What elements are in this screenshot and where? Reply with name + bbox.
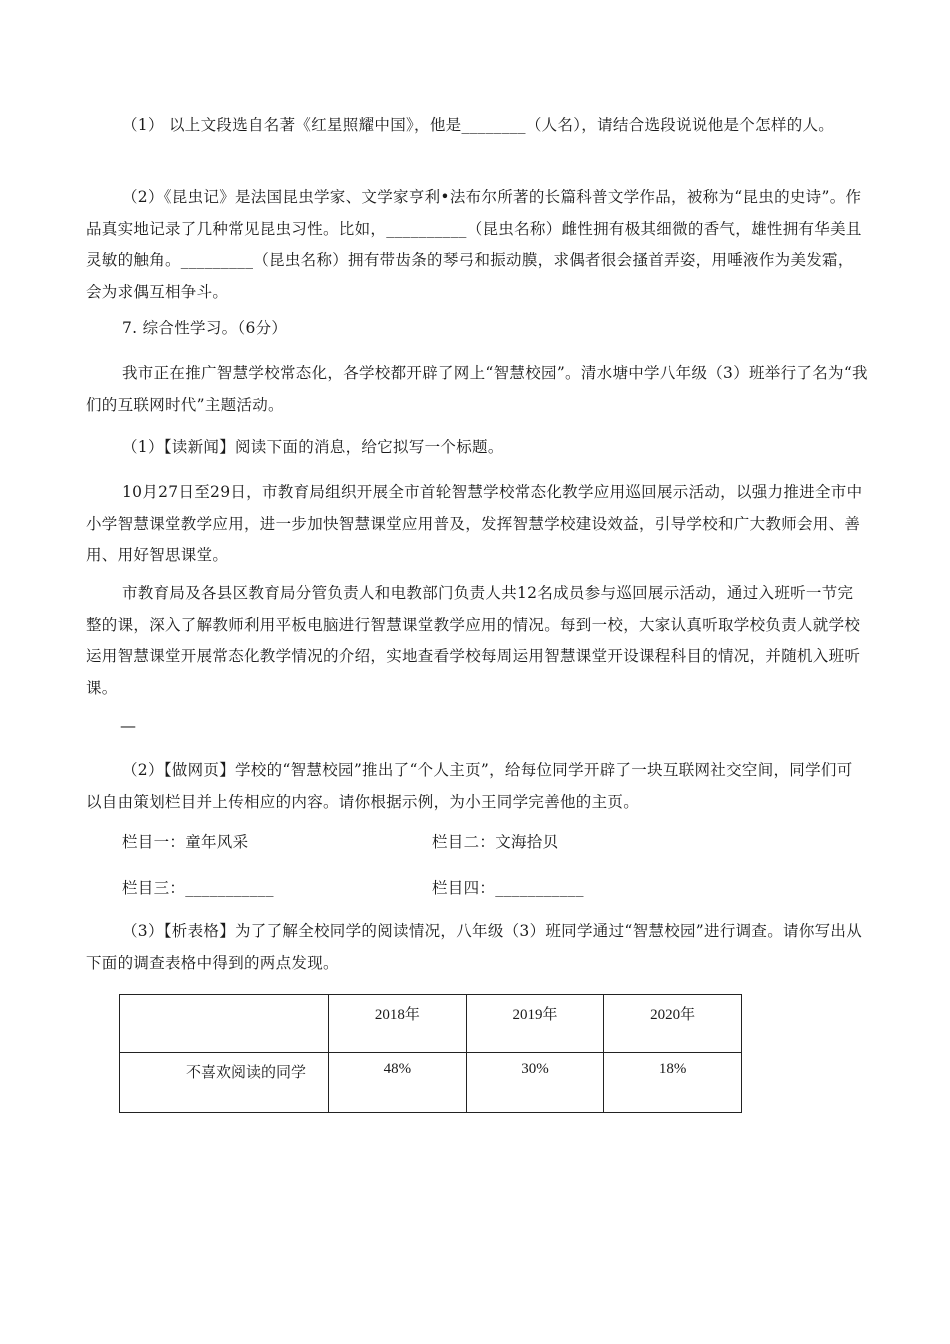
- table-row: [120, 1053, 742, 1113]
- table-header-cell: 2020年: [604, 995, 742, 1053]
- question-7-2: （2）【做网页】学校的“智慧校园”推出了“个人主页”，给每位同学开辟了一块互联网社交空间，同学们可以自由策划栏目并上传相应的内容。请你根据示例，为小王同学完善他的主页。: [86, 761, 853, 811]
- question-6-1: （1） 以上文段选自名著《红星照耀中国》，他是________（人名），请结合选段说说他是个怎样的人。: [122, 116, 835, 134]
- news-paragraph-1: 10月27日至29日，市教育局组织开展全市首轮智慧学校常态化教学应用巡回展示活动，以强力推进全市中小学智慧课堂教学应用，进一步加快智慧课堂应用普及，发挥智慧学校建设效益，引导学校和广大教师会用、善用、用好智思课堂。: [86, 483, 863, 564]
- news-paragraph-2: 市教育局及各县区教育局分管负责人和电教部门负责人共12名成员参与巡回展示活动，通过入班听一节完整的课，深入了解教师利用平板电脑进行智慧课堂教学应用的情况。每到一校，大家认真听取学校负责人就学校运用智慧课堂开展常态化教学情况的介绍，实地查看学校每周运用智慧课堂开设课程科目的情况，并随机入班听课。: [86, 584, 861, 697]
- column-four: 栏目四：___________: [432, 879, 584, 897]
- table-cell: 18%: [604, 1053, 742, 1113]
- question-7-3: （3）【析表格】为了了解全校同学的阅读情况，八年级（3）班同学通过“智慧校园”进行调查。请你写出从下面的调查表格中得到的两点发现。: [86, 922, 863, 972]
- table-cell: 30%: [466, 1053, 604, 1113]
- question-7-1: （1）【读新闻】阅读下面的消息，给它拟写一个标题。: [122, 438, 504, 456]
- table-cell: 48%: [329, 1053, 467, 1113]
- table-header-cell: [120, 995, 329, 1053]
- column-one: 栏目一：童年风采: [122, 833, 249, 851]
- column-three: 栏目三：___________: [122, 879, 274, 897]
- answer-line: —: [120, 716, 136, 735]
- table-header-cell: 2018年: [329, 995, 467, 1053]
- survey-table: [119, 994, 742, 1113]
- column-two: 栏目二：文海拾贝: [432, 833, 559, 851]
- question-7-title: 7. 综合性学习。（6分）: [122, 319, 288, 337]
- table-header-row: [120, 995, 742, 1053]
- question-6-2: （2）《昆虫记》是法国昆虫学家、文学家亨利•法布尔所著的长篇科普文学作品，被称为“昆虫的史诗”。作品真实地记录了几种常见昆虫习性。比如，__________（昆虫名称）雌性拥有极其细微的香气，雄性拥有华美且灵敏的触角。_________（昆虫名称）拥有带齿条的琴弓和振动膜，求偶者很会搔首弄姿，用唾液作为美发霜，会为求偶互相争斗。: [86, 188, 862, 301]
- table-header-cell: 2019年: [466, 995, 604, 1053]
- question-7-intro: 我市正在推广智慧学校常态化，各学校都开辟了网上“智慧校园”。清水塘中学八年级（3）班举行了名为“我们的互联网时代”主题活动。: [86, 364, 868, 414]
- table-row-label: 不喜欢阅读的同学: [120, 1053, 329, 1113]
